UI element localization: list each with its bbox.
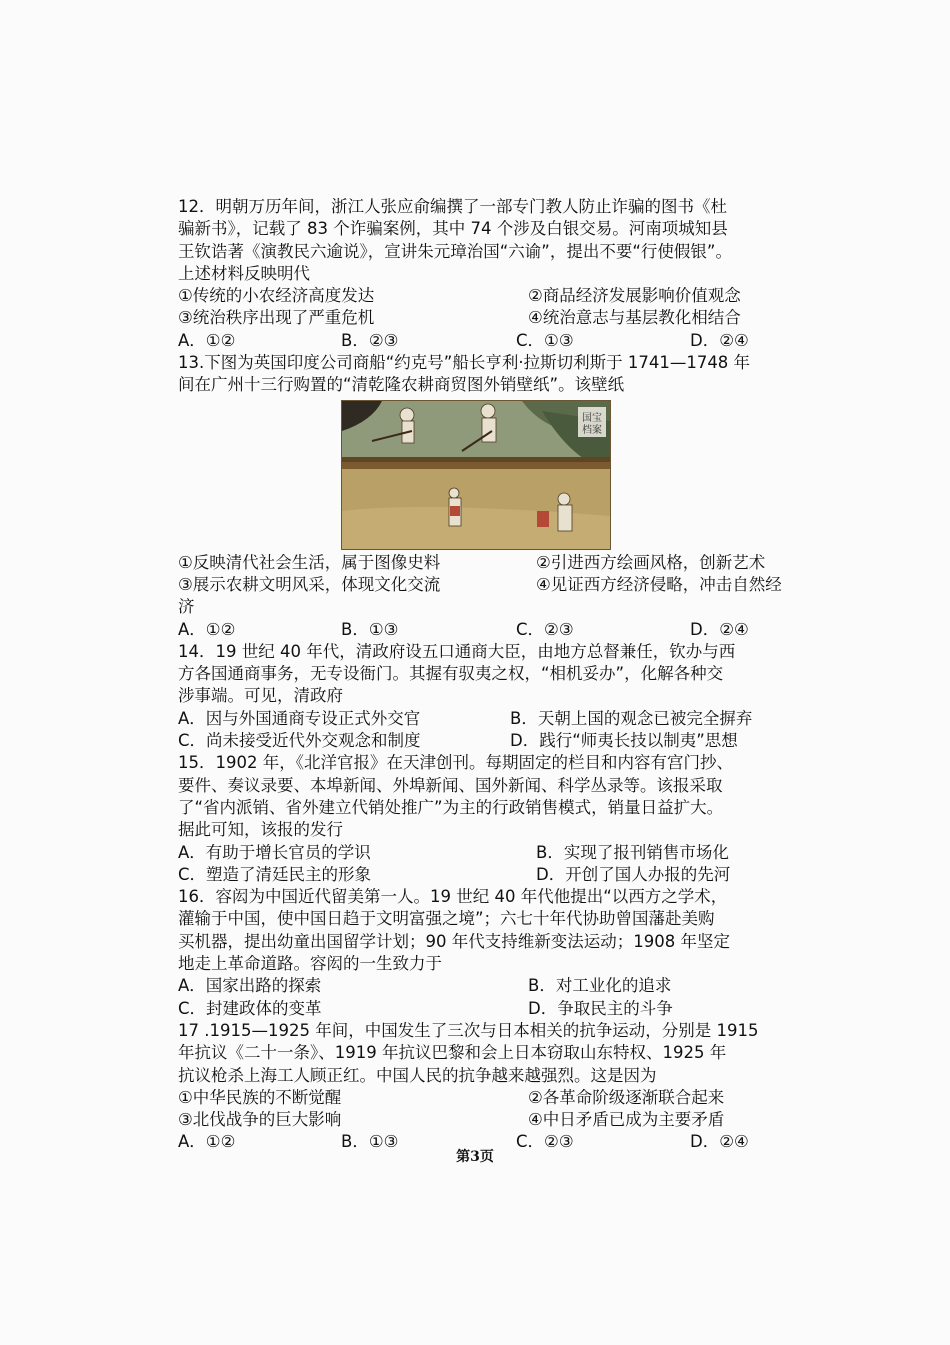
q14-stem-line-1: 14．19 世纪 40 年代，清政府设五口通商大臣，由地方总督兼任，钦办与西 — [178, 641, 736, 661]
q12-statement-2: ②商品经济发展影响价值观念 — [528, 286, 741, 306]
q16-choice-a: A．国家出路的探索 — [178, 976, 322, 996]
q17-statement-3: ③北伐战争的巨大影响 — [178, 1110, 342, 1130]
q15-choices-row-2 — [178, 864, 812, 886]
q13-choice-a: A．①② — [178, 619, 236, 639]
q14-choice-a: A．因与外国通商专设正式外交官 — [178, 708, 421, 728]
q12-statements-row-1 — [178, 285, 812, 307]
q15-choices-row-1 — [178, 842, 812, 864]
q13-stem-line-1: 13.下图为英国印度公司商船“约克号”船长亨利·拉斯切利斯于 1741—1748 年 — [178, 353, 751, 373]
question-15 — [178, 752, 812, 886]
wallpaper-stamp-bottom: 档案 — [582, 424, 602, 436]
q12-statement-1: ①传统的小农经济高度发达 — [178, 286, 375, 306]
page-number: 第3页 — [456, 1149, 494, 1165]
q12-stem-line-3: 王钦诰著《演教民六逾说》，宣讲朱元璋治国“六谕”，提出不要“行使假银”。 — [178, 241, 732, 261]
q13-choice-c: C．②③ — [516, 619, 574, 639]
q16-stem-line-2: 灌输于中国，使中国日趋于文明富强之境”；六七十年代协助曾国藩赴美购 — [178, 909, 715, 929]
q13-statement-4: ④见证西方经济侵略，冲击自然经 — [536, 574, 782, 594]
q15-stem-line-2: 要件、奏议录要、本埠新闻、外埠新闻、国外新闻、科学丛录等。该报采取 — [178, 775, 723, 795]
page-content — [178, 196, 812, 1154]
q15-stem-line-3: 了“省内派销、省外建立代销处推广”为主的行政销售模式，销量日益扩大。 — [178, 797, 724, 817]
q17-statement-4: ④中日矛盾已成为主要矛盾 — [528, 1110, 725, 1130]
q13-choice-d: D．②④ — [690, 619, 749, 639]
q17-choice-b: B．①③ — [341, 1132, 399, 1152]
q12-stem-line-2: 骗新书》，记载了 83 个诈骗案例，其中 74 个涉及白银交易。河南项城知县 — [178, 219, 728, 239]
q15-choice-d: D．开创了国人办报的先河 — [536, 864, 731, 884]
q14-choice-b: B．天朝上国的观念已被完全摒弃 — [510, 708, 753, 728]
q13-statement-2: ②引进西方绘画风格，创新艺术 — [536, 552, 766, 572]
qianlong-wallpaper-image — [341, 400, 611, 550]
q13-stem-line-2: 间在广州十三行购置的“清乾隆农耕商贸图外销壁纸”。该壁纸 — [178, 375, 625, 395]
q16-stem-line-1: 16．容闳为中国近代留美第一人。19 世纪 40 年代他提出“以西方之学术， — [178, 887, 728, 907]
q15-stem-line-1: 15．1902 年，《北洋官报》在天津创刊。每期固定的栏目和内容有宫门抄、 — [178, 753, 733, 773]
q12-choice-c: C．①③ — [516, 330, 574, 350]
question-12 — [178, 196, 812, 352]
question-16 — [178, 886, 812, 1020]
question-17 — [178, 1020, 812, 1154]
q15-choice-b: B．实现了报刊销售市场化 — [536, 842, 729, 862]
q12-choice-d: D．②④ — [690, 330, 749, 350]
q14-stem-line-2: 方各国通商事务，无专设衙门。其握有驭夷之权，“相机妥办”，化解各种交 — [178, 664, 724, 684]
q16-choice-d: D．争取民主的斗争 — [528, 998, 673, 1018]
q13-statement-4-cont: 济 — [178, 597, 195, 617]
q17-statements-row-1 — [178, 1087, 812, 1109]
q17-choice-d: D．②④ — [690, 1132, 749, 1152]
wallpaper-painting — [342, 401, 610, 549]
q12-choices — [178, 330, 812, 352]
q16-choices-row-1 — [178, 975, 812, 997]
q14-choice-d: D．践行“师夷长技以制夷”思想 — [510, 731, 738, 751]
q16-choice-b: B．对工业化的追求 — [528, 976, 672, 996]
q16-choices-row-2 — [178, 998, 812, 1020]
q17-stem-line-3: 抗议枪杀上海工人顾正红。中国人民的抗争越来越强烈。这是因为 — [178, 1065, 657, 1085]
q17-choice-c: C．②③ — [516, 1132, 574, 1152]
q13-statements-row-2 — [178, 574, 812, 596]
q16-stem-line-4: 地走上革命道路。容闳的一生致力于 — [178, 954, 442, 974]
wallpaper-stamp-top: 国宝 — [582, 412, 602, 424]
q12-statement-3: ③统治秩序出现了严重危机 — [178, 308, 375, 328]
q14-stem-line-3: 涉事端。可见，清政府 — [178, 686, 343, 706]
q14-choice-c: C．尚未接受近代外交观念和制度 — [178, 731, 421, 751]
q15-choice-c: C．塑造了清廷民主的形象 — [178, 864, 372, 884]
q17-stem-line-1: 17 .1915—1925 年间，中国发生了三次与日本相关的抗争运动，分别是 1915 — [178, 1020, 759, 1040]
q13-statement-1: ①反映清代社会生活，属于图像史料 — [178, 552, 441, 572]
q16-stem-line-3: 买机器，提出幼童出国留学计划；90 年代支持维新变法运动；1908 年坚定 — [178, 931, 730, 951]
q17-statement-1: ①中华民族的不断觉醒 — [178, 1087, 342, 1107]
q12-stem-line-1: 12．明朝万历年间，浙江人张应俞编撰了一部专门教人防止诈骗的图书《杜 — [178, 197, 727, 216]
q12-statements-row-2 — [178, 307, 812, 329]
q14-choices-row-1 — [178, 708, 812, 730]
q13-choice-b: B．①③ — [341, 619, 399, 639]
q16-choice-c: C．封建政体的变革 — [178, 998, 322, 1018]
q12-choice-b: B．②③ — [341, 330, 399, 350]
q13-statement-3: ③展示农耕文明风采，体现文化交流 — [178, 574, 441, 594]
q15-stem-line-4: 据此可知，该报的发行 — [178, 820, 343, 840]
q17-statements-row-2 — [178, 1109, 812, 1131]
q12-choice-a: A．①② — [178, 330, 236, 350]
q12-statement-4: ④统治意志与基层教化相结合 — [528, 308, 741, 328]
q17-stem-line-2: 年抗议《二十一条》、1919 年抗议巴黎和会上日本窃取山东特权、1925 年 — [178, 1043, 727, 1063]
q13-statements-row-1 — [178, 552, 812, 574]
q13-choices — [178, 619, 812, 641]
q14-choices-row-2 — [178, 730, 812, 752]
q17-choice-a: A．①② — [178, 1132, 236, 1152]
q17-statement-2: ②各革命阶级逐渐联合起来 — [528, 1087, 725, 1107]
q15-choice-a: A．有助于增长官员的学识 — [178, 842, 371, 862]
question-14 — [178, 641, 812, 752]
q12-stem-line-4: 上述材料反映明代 — [178, 263, 310, 283]
question-13 — [178, 352, 812, 641]
